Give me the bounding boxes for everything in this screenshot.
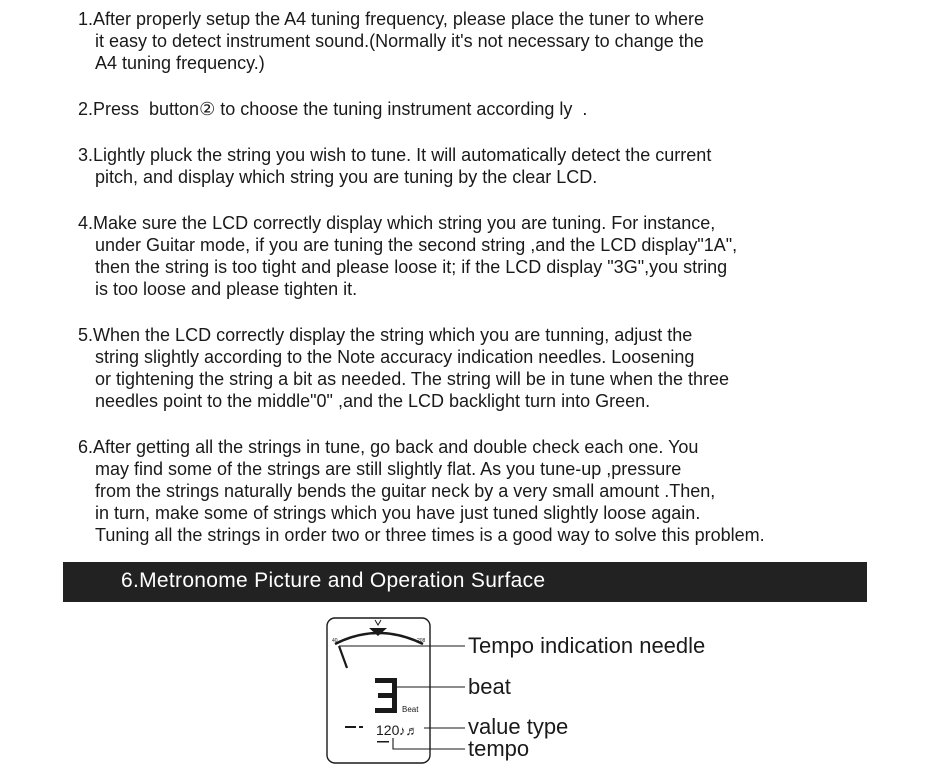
step-5-line-4: needles point to the middle"0" ,and the LCD backlight turn into Green. [95, 391, 651, 411]
step-1 [78, 8, 928, 74]
callout-value-type: value type [468, 714, 569, 739]
step-5-line-2: string slightly according to the Note accuracy indication needles. Loosening [95, 347, 695, 367]
lcd-small-label-under [377, 741, 389, 743]
callout-beat: beat [468, 674, 511, 699]
step-6-line-2: may find some of the strings are still slightly flat. As you tune-up ,pressure [95, 459, 682, 479]
instruction-steps [78, 8, 928, 546]
section-title: 6.Metronome Picture and Operation Surface [121, 569, 546, 592]
step-2-line-1: 2.Press button② to choose the tuning instrument according ly . [78, 99, 588, 119]
step-1-line-3: A4 tuning frequency.) [95, 53, 265, 73]
metronome-figure [325, 616, 775, 766]
beat-label: Beat [402, 705, 419, 714]
section-header-bar [63, 562, 867, 602]
step-4-line-3: then the string is too tight and please loose it; if the LCD display "3G",you string [95, 257, 728, 277]
step-6-line-1: 6.After getting all the strings in tune, go back and double check each one. You [78, 437, 699, 457]
step-4-line-4: is too loose and please tighten it. [95, 279, 358, 299]
step-5-line-1: 5.When the LCD correctly display the string which you are tunning, adjust the [78, 325, 693, 345]
step-6 [78, 436, 928, 546]
step-1-line-1: 1.After properly setup the A4 tuning frequency, please place the tuner to where [78, 9, 705, 29]
scale-label-min: 40 [332, 638, 338, 644]
scale-label-max: 208 [417, 638, 426, 644]
step-6-line-3: from the strings naturally bends the guitar neck by a very small amount .Then, [95, 481, 716, 501]
step-5-line-3: or tightening the string a bit as needed. The string will be in tune when the three [95, 369, 730, 389]
step-1-line-2: it easy to detect instrument sound.(Normally it's not necessary to change the [95, 31, 704, 51]
callout-tempo-needle: Tempo indication needle [468, 633, 706, 658]
step-3-line-1: 3.Lightly pluck the string you wish to tune. It will automatically detect the current [78, 145, 712, 165]
step-3 [78, 144, 928, 188]
step-3-line-2: pitch, and display which string you are tuning by the clear LCD. [95, 167, 598, 187]
lcd-small-label-dot [359, 726, 363, 728]
step-6-line-4: in turn, make some of strings which you have just tuned slightly loose again. [95, 503, 701, 523]
step-4-line-2: under Guitar mode, if you are tuning the second string ,and the LCD display"1A", [95, 235, 738, 255]
step-6-line-5: Tuning all the strings in order two or three times is a good way to solve this problem. [95, 525, 765, 545]
callout-tempo: tempo [468, 736, 530, 761]
step-2 [78, 98, 928, 120]
step-4-line-1: 4.Make sure the LCD correctly display which string you are tuning. For instance, [78, 213, 716, 233]
step-4 [78, 212, 928, 300]
lcd-note-glyph-icon: ♪♬ [399, 723, 419, 738]
step-5 [78, 324, 928, 412]
lcd-tempo-value: 120 [376, 722, 400, 738]
lcd-small-label-left [345, 726, 356, 728]
